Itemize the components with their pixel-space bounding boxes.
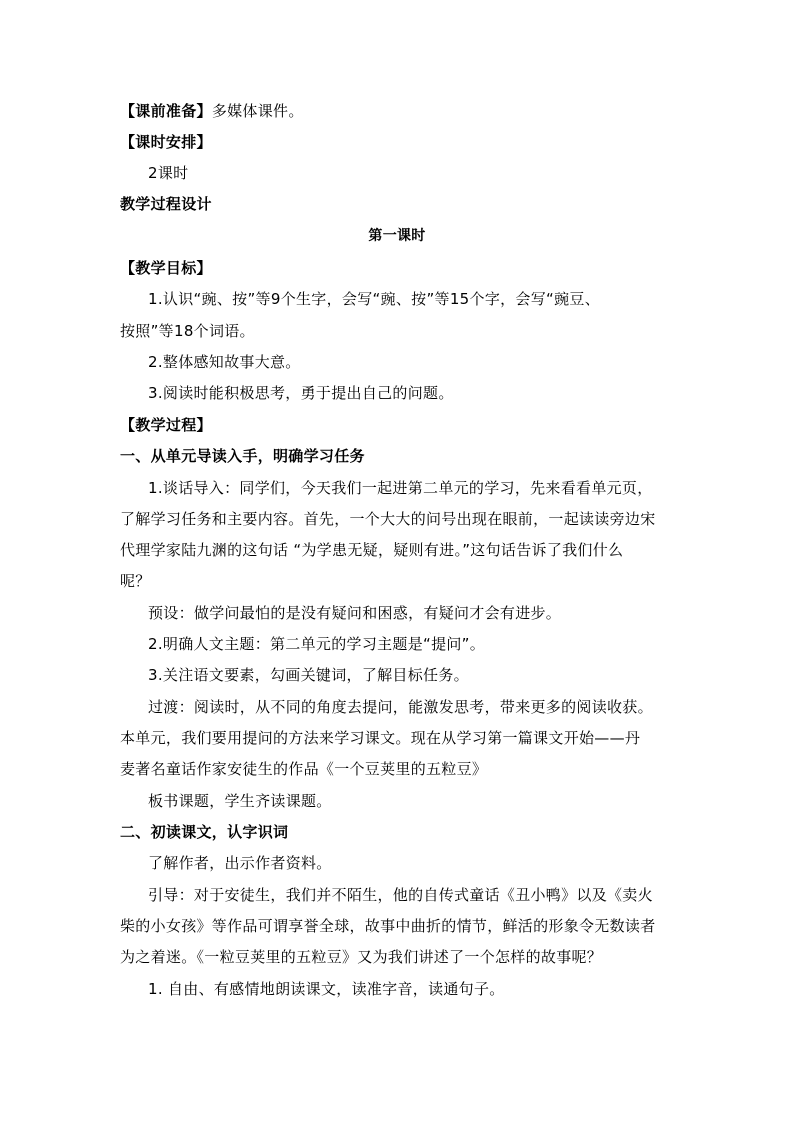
- objectives-heading: 【教学目标】: [120, 259, 212, 277]
- theme-line: 2.明确人文主题：第二单元的学习主题是“提问”。: [148, 635, 486, 653]
- preset-line: 预设：做学问最怕的是没有疑问和困惑，有疑问才会有进步。: [148, 604, 562, 622]
- board-title-line: 板书课题，学生齐读课题。: [148, 792, 332, 810]
- para-intro-line-1: 1.谈话导入：同学们，今天我们一起进第二单元的学习，先来看看单元页，: [148, 479, 653, 497]
- objective-2: 2.整体感知故事大意。: [148, 353, 301, 371]
- transition-line-1: 过渡：阅读时，从不同的角度去提问，能激发思考，带来更多的阅读收获。: [148, 698, 653, 716]
- elements-line: 3.关注语文要素，勾画关键词，了解目标任务。: [148, 666, 469, 684]
- process-design-heading: 教学过程设计: [120, 195, 212, 213]
- objective-1-line-2: 按照”等18个词语。: [120, 322, 255, 340]
- para-intro-line-2: 了解学习任务和主要内容。首先，一个大大的问号出现在眼前，一起读读旁边宋: [120, 510, 656, 528]
- schedule-text: 2课时: [148, 164, 189, 182]
- para-intro-line-3: 代理学家陆九渊的这句话 “为学患无疑，疑则有进。”这句话告诉了我们什么: [120, 541, 624, 559]
- section-one-heading: 一、从单元导读入手，明确学习任务: [120, 447, 365, 465]
- guide-line-3: 为之着迷。《一粒豆荚里的五粒豆》又为我们讲述了一个怎样的故事呢？: [120, 948, 603, 966]
- guide-line-1: 引导：对于安徒生，我们并不陌生，他的自传式童话《丑小鸭》以及《卖火: [148, 886, 653, 904]
- guide-line-2: 柴的小女孩》等作品可谓享誉全球，故事中曲折的情节，鲜活的形象令无数读者: [120, 917, 656, 935]
- section-two-heading: 二、初读课文，认字识词: [120, 823, 289, 841]
- objective-1-line-1: 1.认识“豌、按”等9个生字，会写“豌、按”等15个字，会写“豌豆、: [148, 290, 600, 308]
- author-line: 了解作者，出示作者资料。: [148, 854, 332, 872]
- transition-line-2: 本单元，我们要用提问的方法来学习课文。现在从学习第一篇课文开始——丹: [120, 729, 641, 747]
- objective-3: 3.阅读时能积极思考，勇于提出自己的问题。: [148, 384, 454, 402]
- para-intro-line-4: 呢？: [120, 572, 151, 590]
- prep-heading: 【课前准备】: [120, 102, 212, 120]
- process-heading: 【教学过程】: [120, 416, 212, 434]
- schedule-heading: 【课时安排】: [120, 133, 212, 151]
- prep-text: 多媒体课件。: [211, 102, 304, 120]
- prep-line: [120, 101, 304, 121]
- reading-step-1: 1. 自由、有感情地朗读课文，读准字音，读通句子。: [148, 980, 505, 998]
- lesson-one-title: 第一课时: [368, 228, 426, 244]
- transition-line-3: 麦著名童话作家安徒生的作品《一个豆荚里的五粒豆》: [120, 760, 488, 778]
